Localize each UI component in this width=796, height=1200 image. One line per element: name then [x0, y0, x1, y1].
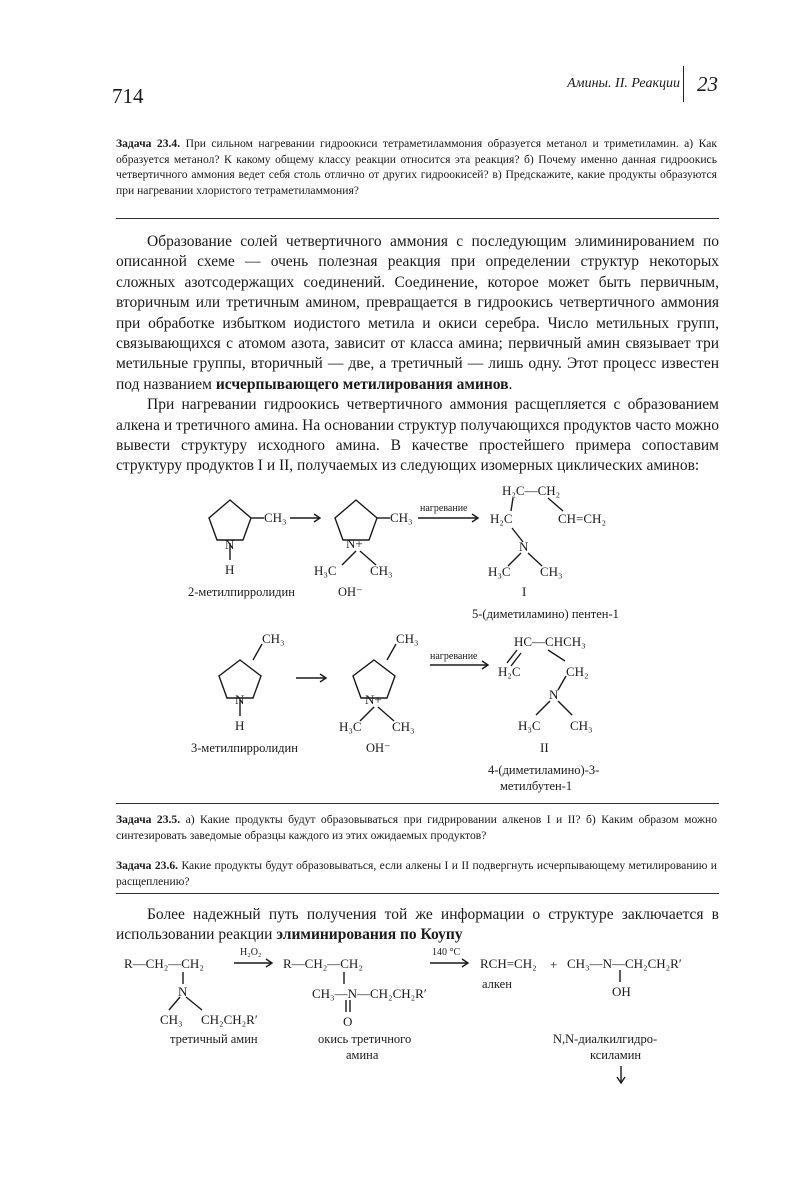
- caption-product-I: 5-(диметиламино) пентен-1: [472, 607, 619, 621]
- product-h2c-label: H₂C: [498, 664, 521, 679]
- h3c-label: H₃C: [488, 564, 511, 579]
- divider-rule: [116, 893, 719, 894]
- bond-line: [548, 650, 565, 661]
- oxide-chain: R—CH₂—CH₂: [283, 956, 363, 971]
- substituent-label: CH₂CH₂R′: [201, 1012, 258, 1027]
- problem-23-4: [116, 136, 717, 198]
- arrow-label-heating: нагревание: [420, 503, 468, 514]
- oxygen-label: O: [343, 1014, 353, 1029]
- hydroxide-label: OH⁻: [338, 585, 363, 599]
- h3c-label: H₃C: [339, 719, 362, 734]
- problem-text: Какие продукты будут образовываться, если алкены I и II подвергнуть исчерпывающему метилированию и расщеплению?: [116, 859, 717, 888]
- paragraph: [116, 232, 719, 395]
- problem-label: Задача 23.5.: [116, 813, 181, 826]
- hydroxyl-label: OH: [612, 984, 631, 999]
- pyrrolidine-ring: [209, 500, 251, 540]
- nitrogen-label: N: [549, 687, 559, 702]
- paragraph: [116, 905, 719, 946]
- bond-line: [387, 644, 396, 660]
- nitrogen-label: N: [519, 539, 529, 554]
- paragraph-end: .: [508, 375, 513, 393]
- bond-line: [536, 701, 550, 715]
- caption-amine-oxide-line2: амина: [346, 1048, 379, 1062]
- paragraph-text: Более надежный путь получения той же информации о структуре заключается в использовании реакции: [116, 906, 719, 944]
- caption-product-II-line2: метилбутен-1: [500, 779, 573, 793]
- body-text-block: [116, 905, 719, 946]
- caption-hydroxylamine-line1: N,N-диалкилгидро-: [553, 1032, 658, 1046]
- ch3-label: CH₃: [570, 718, 593, 733]
- problem-text: При сильном нагревании гидроокиси тетраметиламмония образуется метанол и триметиламин. а) Как образуется метанол? К какому общему классу реакции относится эта реакция? б) Почему именно данная гидроокись четвертичного аммония ведет себя столь отлично от других гидроокисей? в) Предскажите, какие продукты образуются при нагревании хлористого тетраметиламмония?: [116, 137, 717, 197]
- bond-line: [511, 498, 513, 511]
- term-exhaustive-methylation: исчерпывающего метилирования аминов: [215, 375, 509, 393]
- problem-label: Задача 23.4.: [116, 137, 181, 150]
- problem-23-5: [116, 812, 717, 843]
- amine-chain: R—CH₂—CH₂: [124, 956, 204, 971]
- hydroxylamine-product: CH₃—N—CH₂CH₂R′: [567, 956, 682, 971]
- bond-line: [548, 498, 563, 511]
- bond-line: [558, 701, 572, 715]
- product-top-chain: H₂C—CH₂: [502, 483, 561, 498]
- ch3-label: CH₃: [264, 510, 287, 525]
- caption-tertiary-amine: третичный амин: [170, 1032, 258, 1046]
- compound-number-II: II: [540, 740, 549, 755]
- bond-line: [360, 707, 374, 721]
- product-top-chain: HC—CHCH₃: [514, 634, 586, 649]
- divider-rule: [116, 218, 719, 219]
- product-vinyl-label: CH=CH₂: [558, 511, 606, 526]
- nitrogen-label: N: [235, 692, 245, 707]
- hydroxide-label: OH⁻: [366, 741, 391, 755]
- temperature-label: 140 °C: [432, 947, 461, 958]
- caption-product-II-line1: 4-(диметиламино)-3-: [488, 763, 600, 777]
- caption-2-methylpyrrolidine: 2-метилпирролидин: [188, 585, 295, 599]
- nitrogen-label: N: [178, 984, 188, 999]
- product-ch2-label: CH₂: [566, 664, 589, 679]
- nitrogen-plus-label: N+: [346, 536, 363, 551]
- nitrogen-plus-label: N+: [365, 692, 382, 707]
- product-h2c-label: H₂C: [490, 511, 513, 526]
- running-head: Амины. II. Реакции: [567, 76, 680, 91]
- bond-line: [253, 644, 262, 660]
- reagent-label: H₂O₂: [240, 947, 262, 958]
- paragraph: При нагревании гидроокись четвертичного аммония расщепляется с образованием алкена и третичного амина. На основании структур получающихся продуктов часто можно вывести структуру исходного амина. В качестве простейшего примера сопоставим структуру продуктов I и II, получаемых из следующих изомерных циклических аминов:: [116, 396, 719, 475]
- caption-amine-oxide-line1: окись третичного: [318, 1032, 412, 1046]
- caption-3-methylpyrrolidine: 3-метилпирролидин: [191, 741, 298, 755]
- alkene-product: RCH=CH₂: [480, 956, 537, 971]
- bond-line: [186, 997, 202, 1010]
- ch3-label: CH₃: [396, 631, 419, 646]
- plus-sign: +: [550, 957, 558, 972]
- problem-text: а) Какие продукты будут образовываться при гидрировании алкенов I и II? б) Каким образом можно синтезировать заведомые образцы каждого из этих ожидаемых продуктов?: [116, 813, 717, 842]
- h3c-label: H₃C: [314, 563, 337, 578]
- header-divider: [683, 66, 684, 102]
- scheme-3-methylpyrrolidine: [0, 628, 796, 798]
- caption-alkene: алкен: [482, 977, 512, 991]
- bond-line: [558, 676, 566, 690]
- h3c-label: H₃C: [518, 718, 541, 733]
- hydrogen-label: H: [225, 562, 235, 577]
- ch3-label: CH₃: [390, 510, 413, 525]
- caption-hydroxylamine-line2: ксиламин: [590, 1048, 642, 1062]
- scheme-cope-elimination: [0, 944, 796, 1094]
- term-cope-elimination: элиминирования по Коупу: [276, 926, 463, 944]
- hydrogen-label: H: [235, 718, 245, 733]
- problem-label: Задача 23.6.: [116, 859, 179, 872]
- body-text-block: [116, 232, 719, 477]
- ch3-label: CH₃: [392, 719, 415, 734]
- bond-line: [342, 551, 356, 565]
- scheme-2-methylpyrrolidine: [0, 476, 796, 626]
- paragraph-text: Образование солей четвертичного аммония с последующим элиминированием по описанной схеме — очень полезная реакция при определении структур некоторых сложных азотсодержащих соединений. Соединение, которое может быть первичным, вторичным или третичным амином, превращается в гидроокись четвертичного аммония при обработке избытком иодистого метила и окиси серебра. Число метильных групп, связывающихся с атомом азота, зависит от класса амина; первичный амин связывает три метильные группы, вторичный — две, а третичный — лишь одну. Этот процесс известен под названием: [116, 233, 719, 393]
- ch3-label: CH₃: [540, 564, 563, 579]
- arrow-label-heating: нагревание: [430, 651, 478, 662]
- chapter-number: 23: [697, 72, 718, 96]
- divider-rule: [116, 803, 719, 804]
- compound-number-I: I: [522, 584, 527, 599]
- ch3-label: CH₃: [262, 631, 285, 646]
- ch3-label: CH₃: [370, 563, 393, 578]
- pyrrolidine-ring: [335, 500, 377, 540]
- ch3-label: CH₃: [160, 1012, 183, 1027]
- nitrogen-label: N: [225, 537, 235, 552]
- problem-23-6: [116, 858, 717, 889]
- page-number: 714: [112, 84, 144, 108]
- oxide-nitrogen-chain: CH₃—N—CH₂CH₂R′: [312, 986, 427, 1001]
- down-arrow-glyph: ↓: [618, 1070, 625, 1084]
